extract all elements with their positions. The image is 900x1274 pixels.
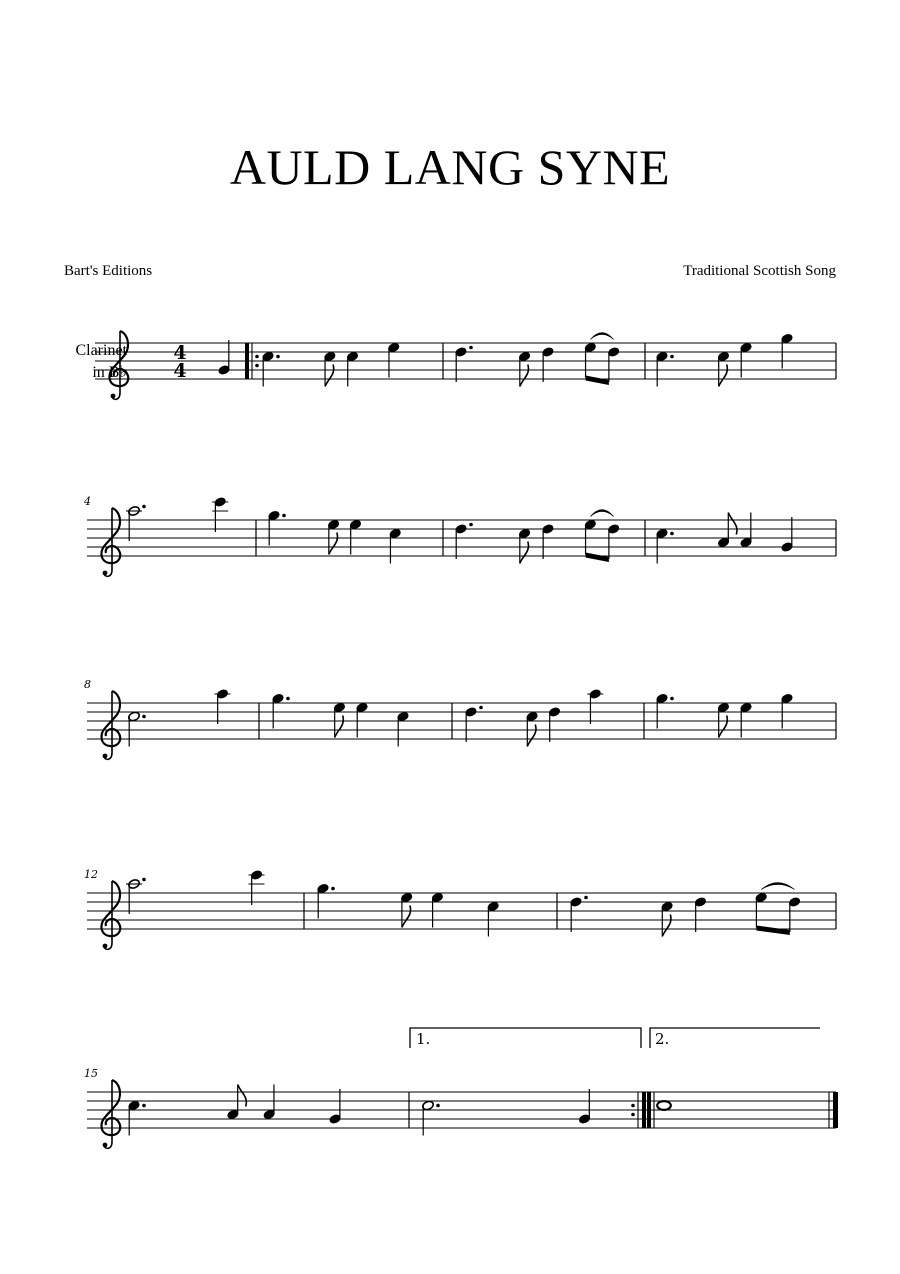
final-thick-barline <box>833 1092 838 1128</box>
volta-bracket-second-ending <box>650 1028 820 1048</box>
repeat-dot <box>255 355 259 359</box>
tie-slur <box>590 333 613 340</box>
instrument-name-line-2: in B♭ <box>92 364 127 381</box>
augmentation-dot <box>469 346 473 350</box>
eighth-flag <box>238 1085 247 1107</box>
score-title: AULD LANG SYNE <box>229 139 671 195</box>
repeat-dot <box>631 1113 635 1117</box>
eighth-flag <box>402 906 411 928</box>
treble-clef-icon <box>101 881 120 949</box>
tie-slur <box>761 883 794 890</box>
treble-clef-icon <box>101 508 120 576</box>
measure-number: 15 <box>84 1067 98 1080</box>
treble-clef-dot <box>103 754 108 759</box>
eighth-beam <box>756 926 789 936</box>
measure-number: 4 <box>84 495 91 508</box>
augmentation-dot <box>286 697 290 701</box>
treble-clef-stroke <box>101 1080 120 1135</box>
instrument-name-line-1: Clarinet <box>75 342 127 359</box>
augmentation-dot <box>142 878 146 882</box>
treble-clef-dot <box>103 1143 108 1148</box>
repeat-dot <box>255 364 259 368</box>
augmentation-dot <box>142 505 146 509</box>
eighth-flag <box>329 533 338 555</box>
measure-number: 8 <box>84 678 91 691</box>
eighth-flag <box>719 365 728 387</box>
treble-clef-stroke <box>101 881 120 936</box>
eighth-flag <box>520 542 529 564</box>
eighth-flag <box>527 725 536 747</box>
eighth-flag <box>520 365 529 387</box>
repeat-end-thick-barline <box>642 1092 646 1128</box>
repeat-start-thick-barline <box>245 343 249 379</box>
time-signature-denominator: 4 <box>173 360 187 382</box>
eighth-flag <box>325 365 334 387</box>
eighth-flag <box>719 716 728 738</box>
composer-credit: Traditional Scottish Song <box>683 263 836 279</box>
measure-number: 12 <box>84 868 98 881</box>
treble-clef-stroke <box>109 331 128 386</box>
eighth-flag <box>335 716 344 738</box>
augmentation-dot <box>479 706 483 710</box>
volta-label-second: 2. <box>655 1030 670 1048</box>
augmentation-dot <box>436 1104 440 1108</box>
treble-clef-stroke <box>101 508 120 563</box>
treble-clef-dot <box>111 394 116 399</box>
augmentation-dot <box>670 532 674 536</box>
treble-clef-icon <box>101 691 120 759</box>
augmentation-dot <box>584 896 588 900</box>
time-signature-numerator: 4 <box>173 342 187 364</box>
eighth-beam <box>586 376 609 386</box>
treble-clef-icon <box>101 1080 120 1148</box>
volta-label-first: 1. <box>416 1030 431 1048</box>
treble-clef-icon <box>109 331 128 399</box>
eighth-flag <box>662 915 671 937</box>
augmentation-dot <box>282 514 286 518</box>
eighth-flag <box>728 513 737 535</box>
tie-slur <box>590 510 613 517</box>
volta-bracket-first-ending <box>410 1028 641 1048</box>
treble-clef-stroke <box>101 691 120 746</box>
augmentation-dot <box>670 697 674 701</box>
repeat-dot <box>631 1104 635 1108</box>
treble-clef-dot <box>103 571 108 576</box>
whole-notehead <box>657 1101 671 1110</box>
augmentation-dot <box>469 523 473 527</box>
repeat-start-thick-barline <box>647 1092 651 1128</box>
eighth-beam <box>586 553 609 563</box>
augmentation-dot <box>331 887 335 891</box>
treble-clef-dot <box>103 944 108 949</box>
publisher-credit: Bart's Editions <box>64 263 153 279</box>
augmentation-dot <box>276 355 280 359</box>
augmentation-dot <box>670 355 674 359</box>
augmentation-dot <box>142 715 146 719</box>
augmentation-dot <box>142 1104 146 1108</box>
